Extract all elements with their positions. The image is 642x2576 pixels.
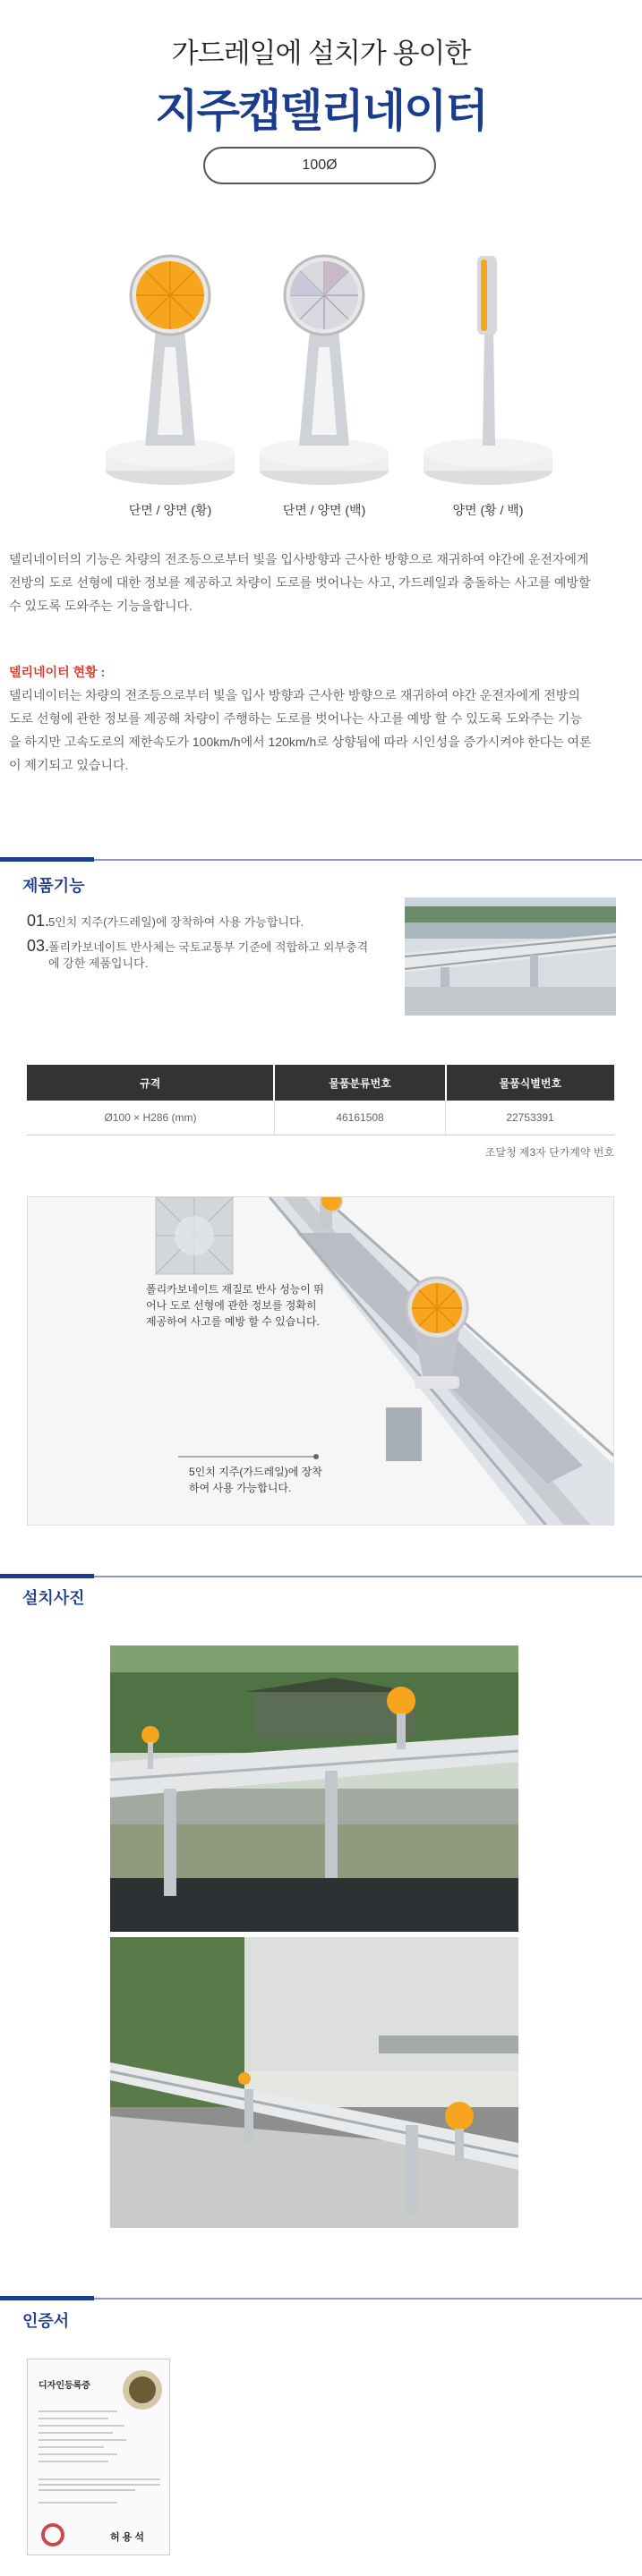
product-caption-3: 양면 (황 / 백) (452, 503, 524, 517)
description-intro (9, 548, 636, 617)
install-photo-2-image (110, 1937, 518, 2228)
spec-note: 조달청 제3자 단가계약 번호 (484, 1146, 614, 1159)
feature-item (27, 913, 371, 931)
intro-line: 전방의 도로 선형에 대한 정보를 제공하고 차량이 도로를 벗어나는 사고, 가드레일과 충돌하는 사고를 예방할 (9, 575, 591, 590)
section-title-install: 설치사진 (22, 1589, 85, 1607)
intro-line: 델리네이터의 기능은 차량의 전조등으로부터 빛을 입사방향과 근사한 방향으로 재귀하여 야간에 운전자에게 (9, 552, 589, 566)
feature-number: 03. (27, 937, 50, 955)
feature-text: 5인치 지주(가드레일)에 장착하여 사용 가능합니다. (48, 915, 304, 929)
section-divider (0, 859, 642, 861)
status-heading: 델리네이터 현황 : (9, 665, 106, 679)
description-status (9, 660, 636, 777)
status-line: 도로 선형에 관한 정보를 제공해 차량이 주행하는 도로를 벗어나는 사고를 예방 할 수 있도록 도와주는 기능 (9, 711, 582, 726)
feature-photo-guardrail (405, 897, 616, 1016)
hero-subtitle: 가드레일에 설치가 용이한 (171, 38, 471, 69)
product-caption-2: 단면 / 양면 (백) (282, 503, 366, 517)
certificate-graphic (28, 2359, 170, 2555)
product-caption-1: 단면 / 양면 (황) (128, 503, 212, 517)
feature-number: 01. (27, 912, 50, 930)
feature-item (27, 938, 371, 972)
spec-header-identification: 물품식별번호 (446, 1065, 614, 1101)
spec-cell: Ø100 × H286 (mm) (27, 1101, 274, 1135)
status-line: 델리네이터는 차량의 전조등으로부터 빛을 입사 방향과 근사한 방향으로 재귀하여 야간 운전자에게 전방의 (9, 688, 580, 702)
section-title-certificate: 인증서 (22, 2312, 70, 2330)
status-line: 을 하지만 고속도로의 제한속도가 100km/h에서 120km/h로 상향됨에 따라 시인성을 증가시켜야 한다는 여론 (9, 735, 592, 749)
section-divider (0, 2298, 642, 2300)
spec-header-size: 규격 (27, 1065, 274, 1101)
section-title-features: 제품기능 (22, 877, 85, 895)
hero-section (0, 0, 642, 555)
install-photo-1-image (110, 1645, 518, 1932)
spec-cell: 46161508 (274, 1101, 445, 1135)
spec-cell: 22753391 (446, 1101, 614, 1135)
spec-table (27, 1065, 614, 1135)
section-divider (0, 1576, 642, 1577)
product-image-single-yellow (98, 240, 242, 490)
product-image-single-white (253, 240, 396, 490)
table-row (27, 1101, 614, 1135)
feature-illustration (27, 1196, 614, 1526)
certificate-signature: 허 용 석 (110, 2532, 144, 2543)
callout-reflector: 폴리카보네이트 재질로 반사 성능이 뛰어나 도로 선형에 관한 정보를 정확히 제공하여 사고를 예방 할 수 있습니다. (146, 1283, 324, 1328)
install-photo-1 (110, 1645, 518, 1932)
certificate-title: 디자인등록증 (39, 2381, 90, 2391)
hero-title: 지주캡델리네이터 (155, 86, 487, 136)
feature-text: 폴리카보네이트 반사체는 국토교통부 기준에 적합하고 외부충격에 강한 제품입니다. (48, 940, 369, 970)
intro-line: 수 있도록 도와주는 기능을합니다. (9, 599, 193, 613)
spec-header-classification: 물품분류번호 (274, 1065, 445, 1101)
install-photo-2 (110, 1937, 518, 2228)
callout-mount: 5인치 지주(가드레일)에 장착하여 사용 가능합니다. (189, 1466, 322, 1494)
status-line: 이 제기되고 있습니다. (9, 758, 129, 772)
product-image-double-side (416, 240, 560, 490)
certificate-image (27, 2359, 170, 2555)
size-badge: 100Ø (203, 147, 436, 184)
